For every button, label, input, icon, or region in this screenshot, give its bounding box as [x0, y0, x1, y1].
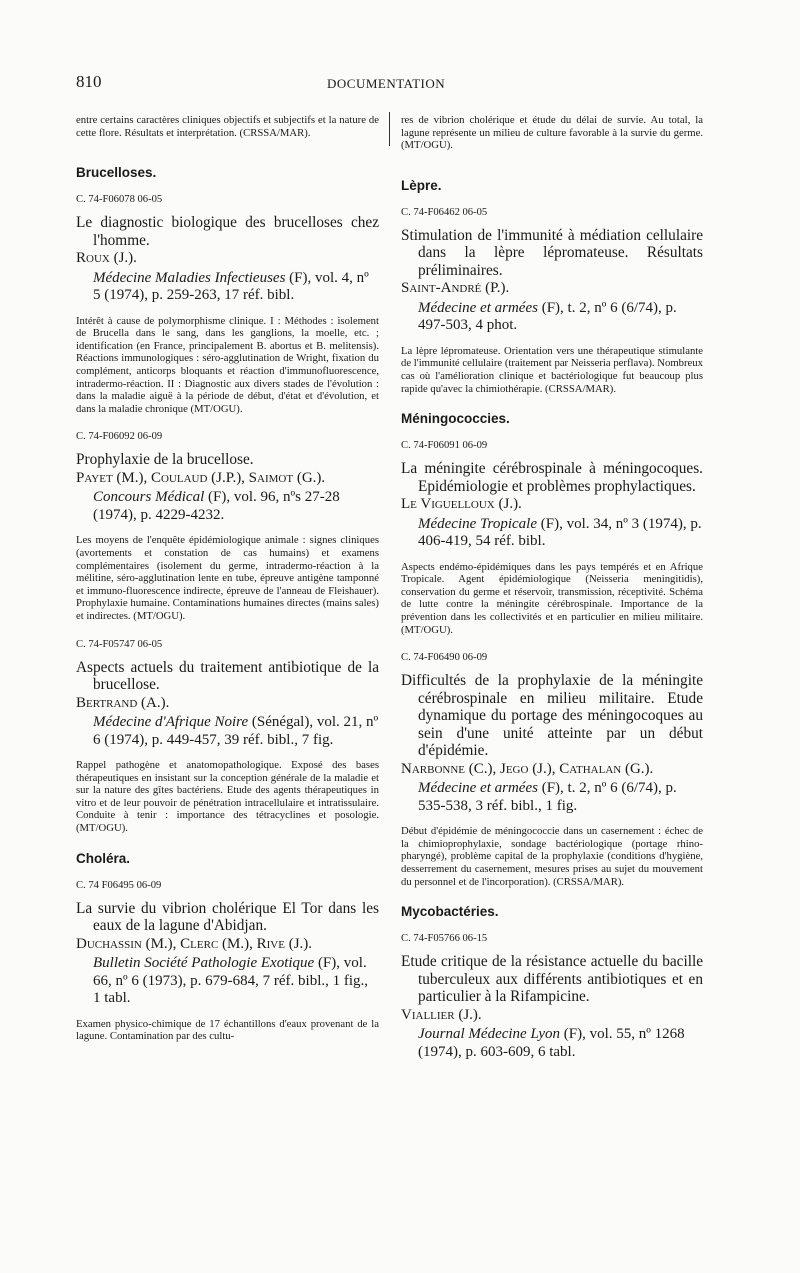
entry-code: C. 74-F05766 06-15 — [401, 933, 488, 945]
entry-title: Le diagnostic biologique des brucelloses chez l'homme. — [76, 214, 379, 249]
journal-name: Médecine Maladies Infectieuses — [93, 269, 286, 286]
entry-code: C. 74-F06091 06-09 — [401, 440, 488, 452]
journal-details: (Sénégal), vol. 21, nº 6 (1974), p. 449-457, 39 réf. bibl., 7 fig. — [93, 714, 379, 748]
bibliographic-entry — [76, 194, 379, 415]
page-number: 810 — [76, 72, 102, 91]
journal-details: (F), vol. 55, nº 1268 (1974), p. 603-609, 6 tabl. — [418, 1026, 685, 1060]
entry-authors: Narbonne (C.), Jego (J.), Cathalan (G.). — [401, 760, 654, 777]
bibliographic-entry — [76, 880, 379, 1043]
section-heading-mycobacteries: Mycobactéries. — [401, 904, 499, 920]
bibliographic-entry — [401, 933, 703, 1061]
journal-name: Bulletin Société Pathologie Exotique — [93, 955, 315, 972]
bibliographic-entry — [76, 639, 379, 835]
entry-journal — [76, 714, 379, 749]
entry-authors: Viallier (J.). — [401, 1006, 482, 1023]
entry-authors: Saint-André (P.). — [401, 280, 510, 297]
entry-abstract: Les moyens de l'enquête épidémiologique animale : signes cliniques (avortements et constation de cas humains) et examens complémentaires (isolement du germe, intradermo-réaction à la mélitine, séro-agglutination lente en tube, épreuve antigène tamponné et immuno-fluorescence indirecte, épreuve de l'anneau de Fleishauer). Prophylaxie humaine. Contaminations humaines directes (mains sales) et indirectes. (MT/OGU). — [76, 534, 379, 622]
carry-over-text: res de vibrion cholérique et étude du délai de survie. Au total, la lagune représente un milieu de culture favorable à la survie du germe. (MT/OGU). — [401, 114, 703, 152]
entry-abstract: Début d'épidémie de méningococcie dans un casernement : échec de la chimioprophylaxie, sondage bactériologique (portage rhino-pharyngé), problème capital de la prophylaxie (conditions d'hygiène, desserrement du casernement, mesures prises au sujet du mouvement du personnel et de l'incorporation). (CRSSA/MAR). — [401, 825, 703, 888]
section-heading-brucelloses: Brucelloses. — [76, 165, 157, 181]
journal-name: Médecine Tropicale — [418, 515, 537, 532]
entry-journal — [76, 270, 379, 305]
entry-code: C. 74-F06462 06-05 — [401, 206, 488, 218]
journal-details: (F), vol. 66, nº 6 (1973), p. 679-684, 7 réf. bibl., 1 fig., 1 tabl. — [93, 955, 369, 1007]
bibliographic-entry — [401, 207, 703, 395]
entry-code: C. 74 F06495 06-09 — [76, 879, 162, 891]
journal-details: (F), t. 2, nº 6 (6/74), p. 497-503, 4 phot. — [418, 299, 677, 334]
entry-title: Etude critique de la résistance actuelle du bacille tuberculeux aux différents antibiotiques et en particulier à la Rifampicine. — [401, 953, 703, 1006]
entry-title: Aspects actuels du traitement antibiotique de la brucellose. — [76, 658, 379, 694]
journal-name: Journal Médecine Lyon — [418, 1026, 561, 1043]
journal-name: Médecine d'Afrique Noire — [93, 714, 249, 731]
entry-title: Stimulation de l'immunité à médiation cellulaire dans la lèpre lépromateuse. Résultats préliminaires. — [401, 226, 703, 279]
entry-title: La méningite cérébrospinale à méningocoques. Epidémiologie et problèmes prophylactiques. — [401, 460, 703, 495]
entry-abstract: Aspects endémo-épidémiques dans les pays tempérés et en Afrique Tropicale. Agent épidémiologique (Neisseria meningitidis), conservation du germe et réservoir, transmission, réceptivité. Schéma de lutte contre la méningite cérébrospinale. Importance de la prévention dans les collectivités et en particulier en milieu militaire. (MT/OGU). — [401, 560, 703, 636]
carry-over-text: entre certains caractères cliniques objectifs et subjectifs et la nature de cette flore. Résultats et interprétation. (CRSSA/MAR). — [76, 114, 379, 139]
bibliographic-entry — [401, 440, 703, 636]
entry-journal — [401, 300, 703, 335]
entry-journal — [401, 780, 703, 815]
entry-code: C. 74-F06078 06-05 — [76, 194, 163, 206]
entry-abstract: Rappel pathogène et anatomopathologique. Exposé des bases thérapeutiques en insistant sur la conception générale de la maladie et sur la nature des gîtes bactériens. Etude des agents thérapeutiques in vitro et de leur pouvoir de pénétration intracellulaire et intratissulaire. Conduite à tenir : importance des tétracyclines et posologie. (MT/OGU). — [76, 759, 379, 835]
entry-authors: Payet (M.), Coulaud (J.P.), Saimot (G.). — [76, 469, 326, 486]
entry-title: Difficultés de la prophylaxie de la méningite cérébrospinale en milieu militaire. Etude dynamique du portage des méningocoques au sein d'une unité atteinte par un début d'épidémie. — [401, 672, 703, 760]
entry-title: Prophylaxie de la brucellose. — [76, 451, 254, 469]
journal-name: Médecine et armées — [418, 299, 538, 316]
journal-details: (F), vol. 96, nºs 27-28 (1974), p. 4229-4232. — [93, 489, 340, 523]
entry-authors: Bertrand (A.). — [76, 694, 170, 711]
entry-abstract: Intérêt à cause de polymorphisme clinique. I : Méthodes : isolement de Brucella dans le sang, dans les ganglions, la moelle, etc. ; identification (en France, principalement B. abortus et B. melitensis). Réactions immunologiques : séro-agglutination de Wright, fixation du complément, anticorps bloquants et réaction d'immunofluorescence, intradermo-réaction. II : Diagnostic aux divers stades de l'évolution : dans la maladie aiguë à la période de début, d'état et d'évolution, et dans la maladie chronique (MT/OGU). — [76, 314, 379, 415]
entry-abstract: La lèpre lépromateuse. Orientation vers une thérapeutique stimulante de l'immunité cellulaire (traitement par Neisseria perflava). Nombreux cas où l'amélioration clinique et bactériologique fut beaucoup plus rapide qu'avec la chimiothérapie. (CRSSA/MAR). — [401, 344, 703, 395]
section-heading-lepre: Lèpre. — [401, 177, 442, 193]
entry-journal — [76, 955, 379, 1008]
entry-code: C. 74-F06092 06-09 — [76, 431, 163, 443]
section-heading-cholera: Choléra. — [76, 850, 131, 866]
section-heading-meningococcies: Méningococcies. — [401, 411, 510, 427]
journal-name: Médecine et armées — [418, 780, 538, 797]
journal-details: (F), vol. 4, nº 5 (1974), p. 259-263, 17 réf. bibl. — [93, 269, 369, 304]
entry-journal — [401, 1026, 703, 1061]
bibliographic-entry — [401, 652, 703, 888]
running-head: DOCUMENTATION — [327, 76, 446, 91]
right-column — [401, 114, 703, 1075]
entry-authors: Duchassin (M.), Clerc (M.), Rive (J.). — [76, 935, 313, 952]
journal-details: (F), t. 2, nº 6 (6/74), p. 535-538, 3 réf. bibl., 1 fig. — [418, 780, 677, 814]
entry-abstract: Examen physico-chimique de 17 échantillons d'eaux provenant de la lagune. Contamination par des cultu- — [76, 1017, 379, 1043]
column-rule — [389, 112, 390, 146]
entry-journal — [76, 489, 379, 524]
bibliographic-entry — [76, 431, 379, 622]
entry-title: La survie du vibrion cholérique El Tor dans les eaux de la lagune d'Abidjan. — [76, 899, 379, 935]
entry-code: C. 74-F05747 06-05 — [76, 638, 163, 650]
journal-name: Concours Médical — [93, 489, 205, 506]
entry-authors: Roux (J.). — [76, 250, 137, 267]
entry-code: C. 74-F06490 06-09 — [401, 652, 488, 664]
entry-journal — [401, 516, 703, 551]
entry-authors: Le Viguelloux (J.). — [401, 496, 522, 513]
left-column — [76, 114, 379, 1059]
journal-details: (F), vol. 34, nº 3 (1974), p. 406-419, 54 réf. bibl. — [418, 515, 702, 550]
